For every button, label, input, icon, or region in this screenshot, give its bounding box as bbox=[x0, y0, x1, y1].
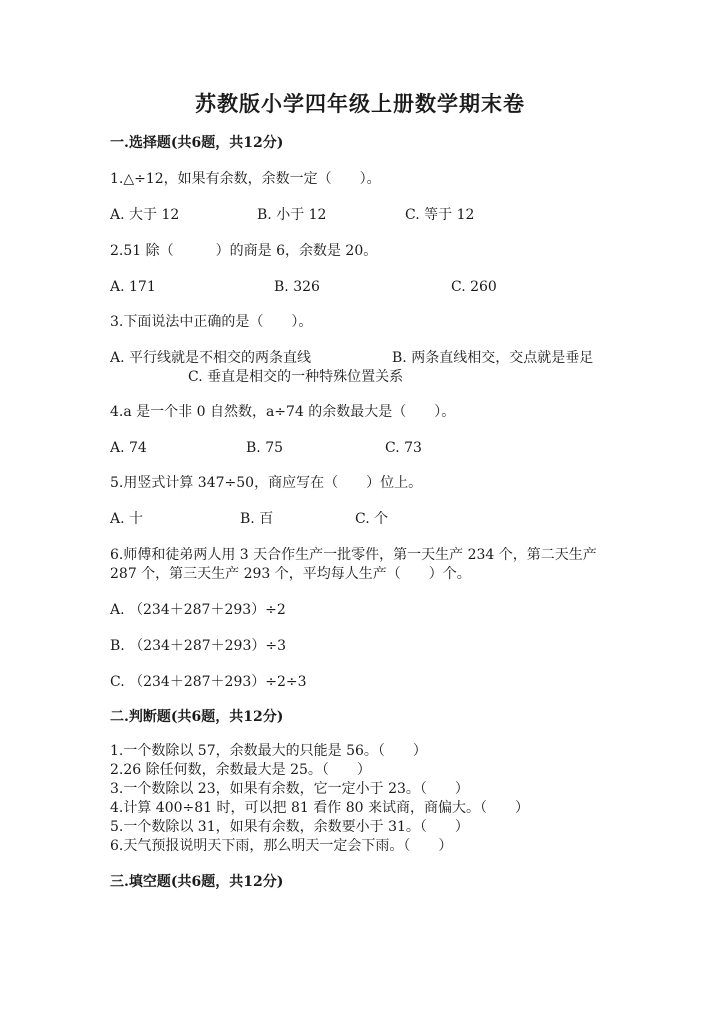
section-2-heading: 二.判断题(共6题，共12分) bbox=[110, 709, 284, 725]
judge-item: 1.一个数除以 57，余数最大的只能是 56。（ ） bbox=[110, 743, 427, 759]
q6-option-c: C. （234＋287＋293）÷2÷3 bbox=[110, 674, 307, 690]
q1-option-c: C. 等于 12 bbox=[405, 207, 475, 223]
question-5: 5.用竖式计算 347÷50，商应写在（ ）位上。 bbox=[110, 475, 423, 491]
section-3-heading: 三.填空题(共6题，共12分) bbox=[110, 874, 284, 890]
question-6-line-2: 287 个，第三天生产 293 个，平均每人生产（ ）个。 bbox=[110, 566, 471, 582]
judge-item: 6.天气预报说明天下雨，那么明天一定会下雨。（ ） bbox=[110, 838, 453, 854]
judge-item: 3.一个数除以 23，如果有余数，它一定小于 23。（ ） bbox=[110, 781, 469, 797]
q6-option-a: A. （234＋287＋293）÷2 bbox=[110, 602, 286, 618]
q5-option-c: C. 个 bbox=[355, 511, 389, 527]
q2-option-a: A. 171 bbox=[110, 279, 156, 295]
question-4: 4.a 是一个非 0 自然数，a÷74 的余数最大是（ ）。 bbox=[110, 404, 456, 420]
question-6-line-1: 6.师傅和徒弟两人用 3 天合作生产一批零件，第一天生产 234 个，第二天生产 bbox=[110, 547, 597, 563]
q1-option-b: B. 小于 12 bbox=[257, 207, 327, 223]
q3-option-a: A. 平行线就是不相交的两条直线 bbox=[110, 350, 312, 366]
q4-option-c: C. 73 bbox=[385, 440, 422, 456]
q5-option-b: B. 百 bbox=[240, 511, 274, 527]
q1-option-a: A. 大于 12 bbox=[110, 207, 180, 223]
page-title: 苏教版小学四年级上册数学期末卷 bbox=[195, 91, 525, 116]
judge-item: 4.计算 400÷81 时，可以把 81 看作 80 来试商，商偏大。（ ） bbox=[110, 800, 529, 816]
q2-option-b: B. 326 bbox=[274, 279, 320, 295]
q5-option-a: A. 十 bbox=[110, 511, 144, 527]
judge-item: 5.一个数除以 31，如果有余数，余数要小于 31。（ ） bbox=[110, 819, 469, 835]
q2-option-c: C. 260 bbox=[451, 279, 497, 295]
q6-option-b: B. （234＋287＋293）÷3 bbox=[110, 638, 286, 654]
question-1: 1.△÷12，如果有余数，余数一定（ ）。 bbox=[110, 171, 381, 187]
question-3: 3.下面说法中正确的是（ ）。 bbox=[110, 314, 313, 330]
q3-option-b: B. 两条直线相交，交点就是垂足 bbox=[392, 350, 594, 366]
q4-option-a: A. 74 bbox=[110, 440, 147, 456]
question-2: 2.51 除（ ）的商是 6，余数是 20。 bbox=[110, 243, 378, 259]
section-1-heading: 一.选择题(共6题，共12分) bbox=[110, 135, 284, 151]
q3-option-c: C. 垂直是相交的一种特殊位置关系 bbox=[188, 369, 404, 385]
q4-option-b: B. 75 bbox=[246, 440, 284, 456]
judge-item: 2.26 除任何数，余数最大是 25。（ ） bbox=[110, 762, 371, 778]
